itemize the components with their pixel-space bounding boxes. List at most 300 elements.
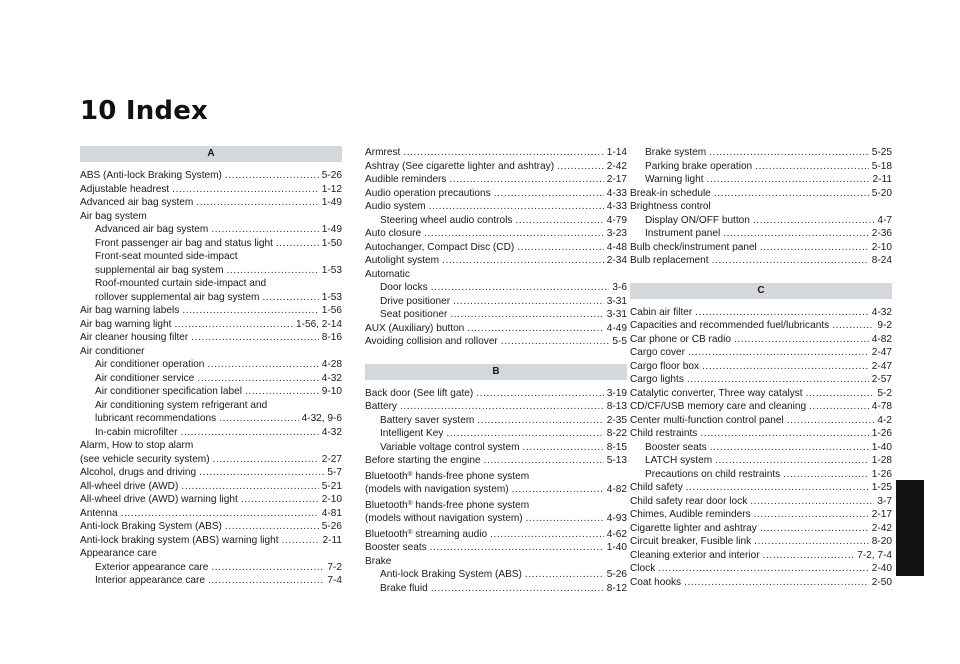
entry-line [630,400,892,414]
index-entry[interactable] [80,480,342,494]
entry-text: Instrument panel [645,228,721,239]
page-reference: 4-32, 9-6 [301,413,342,424]
dot-leader [199,466,324,480]
dot-leader [476,387,604,401]
entry-line [365,160,627,174]
entry-text: Audible reminders [365,174,447,185]
dot-leader [262,291,318,305]
entry-line [80,480,342,494]
index-entry[interactable] [630,414,892,428]
index-column-3 [630,146,892,589]
entry-line [95,372,342,386]
page-reference: 2-42 [606,160,627,172]
page-reference: 1-50 [321,237,342,249]
entry-line [645,173,892,187]
dot-leader [490,528,604,542]
entry-line [630,254,892,268]
entry-line [365,227,627,241]
entry-text: lubricant recommendations [95,413,217,424]
page-reference: 1-53 [321,264,342,276]
page-reference: 1-12 [321,183,342,195]
index-entry[interactable] [365,254,627,268]
entry-text: Brake fluid [380,582,428,594]
entry-text: Before starting the engine [365,455,481,466]
index-entry[interactable] [365,322,627,336]
index-entry[interactable] [630,241,892,255]
page-reference: 3-23 [606,228,627,239]
dot-leader [494,187,604,201]
entry-line [80,453,342,467]
page-reference: 1-53 [321,291,342,303]
dot-leader [754,508,869,522]
page-reference: 3-31 [606,309,627,320]
entry-text: Booster seats [365,542,427,553]
page-reference: 1-56 [321,305,342,316]
index-entry[interactable] [80,493,342,507]
entry-text: Air conditioning system refrigerant and [95,399,268,411]
entry-line [80,439,342,453]
dot-leader [501,335,610,349]
entry-text: Autochanger, Compact Disc (CD) [365,241,515,253]
index-entry[interactable] [630,373,892,387]
page-reference: 1-26 [871,468,892,480]
entry-line [365,387,627,401]
index-entry[interactable] [80,466,342,480]
index-entry[interactable] [630,346,892,360]
index-entry[interactable] [365,454,627,468]
entry-text: Seat positioner [380,309,448,320]
entry-text: Car phone or CB radio [630,333,731,345]
index-entry[interactable] [80,534,342,548]
entry-line [365,497,627,513]
index-entry[interactable] [80,250,342,277]
entry-line [80,466,342,480]
entry-line [380,295,627,309]
index-entry[interactable] [80,210,342,224]
entry-line [80,169,342,183]
page-reference: 2-36 [871,228,892,239]
index-entry[interactable] [80,372,342,386]
page-reference: 2-17 [606,174,627,185]
page-reference: 5-13 [606,455,627,466]
page-reference: 2-17 [871,509,892,520]
entry-text: Capacities and recommended fuel/lubricants [630,320,830,331]
entry-line [95,426,342,440]
index-entry[interactable] [365,295,627,309]
dot-leader [121,507,319,521]
dot-leader [207,358,318,372]
entry-text: Anti-lock braking system (ABS) warning light [80,534,279,546]
entry-text: Battery [365,401,397,412]
index-entry[interactable] [80,277,342,304]
index-entry[interactable] [365,568,627,582]
entry-text: Adjustable headrest [80,183,170,195]
entry-line [365,322,627,336]
section-gap [630,268,892,283]
entry-text: (see vehicle security system) [80,453,210,465]
entry-line [380,281,627,295]
index-entry[interactable] [630,387,892,401]
index-entry[interactable] [630,454,892,468]
page-reference: 5-26 [606,569,627,580]
dot-leader [710,441,869,455]
index-entry[interactable] [630,360,892,374]
entry-line [95,277,342,291]
entry-text: Drive positioner [380,295,451,307]
entry-text-part [408,471,530,482]
page-reference: 2-10 [871,241,892,253]
dot-leader [734,333,869,347]
index-entry[interactable] [80,304,342,318]
dot-leader [197,372,319,386]
entry-line [630,319,892,333]
entry-line [645,454,892,468]
entry-text: CD/CF/USB memory care and cleaning [630,401,807,412]
dot-leader [453,295,604,309]
dot-leader [424,227,604,241]
index-entry[interactable] [630,535,892,549]
index-entry[interactable] [365,268,627,282]
index-entry[interactable] [630,576,892,590]
dot-leader [477,414,604,428]
index-entry[interactable] [630,549,892,563]
entry-line [645,160,892,174]
entry-text: Bulb check/instrument panel [630,241,757,253]
dot-leader [245,385,319,399]
page-reference: 2-50 [871,576,892,588]
entry-line [630,306,892,320]
page-reference: 4-48 [606,241,627,253]
page-reference: 4-81 [321,507,342,519]
index-entry[interactable] [80,426,342,440]
index-column-2 [365,146,627,595]
dot-leader [211,223,318,237]
entry-text: Brake [365,555,392,567]
index-column-1 [80,146,342,588]
entry-text-part [408,500,530,511]
index-entry[interactable] [630,214,892,228]
index-entry[interactable] [365,555,627,569]
page-reference: 4-82 [871,333,892,345]
entry-line [95,561,342,575]
dot-leader [523,441,604,455]
index-entry[interactable] [630,319,892,333]
index-entry[interactable] [80,399,342,426]
index-entry[interactable] [630,200,892,214]
index-entry[interactable] [80,547,342,561]
entry-text [365,468,529,484]
index-entry[interactable] [365,387,627,401]
entry-line [95,358,342,372]
registered-mark: ® [407,499,413,507]
index-entry[interactable] [630,495,892,509]
entry-text: Intelligent Key [380,428,444,439]
entry-line [80,304,342,318]
index-entry[interactable] [630,522,892,536]
entry-text: Cargo floor box [630,360,700,372]
entry-line [630,508,892,522]
dot-leader [430,541,604,555]
entry-text: Air bag warning light [80,318,172,330]
entry-text: Child restraints [630,428,698,439]
index-entry[interactable] [365,427,627,441]
index-entry[interactable] [80,520,342,534]
page-reference: 1-14 [606,147,627,158]
entry-text-part: Bluetooth [365,528,408,540]
entry-line [380,441,627,455]
entry-line [80,196,342,210]
dot-leader [226,264,318,278]
index-entry[interactable] [80,183,342,197]
entry-text: Circuit breaker, Fusible link [630,536,752,547]
page-reference: 5-18 [871,160,892,172]
page-reference: 2-35 [606,414,627,426]
index-entry[interactable] [365,497,627,526]
entry-line [630,522,892,536]
index-entry[interactable] [630,306,892,320]
entry-line [80,507,342,521]
index-entry[interactable] [365,335,627,349]
index-entry[interactable] [365,441,627,455]
entry-line [365,268,627,282]
section-header-b: B [365,364,627,380]
page-reference: 8-15 [606,441,627,453]
entry-line [365,512,627,526]
page-reference: 1-40 [871,441,892,453]
page-reference: 4-32 [871,306,892,318]
index-entry[interactable] [630,508,892,522]
index-entry[interactable] [630,400,892,414]
index-entry[interactable] [365,146,627,160]
index-entry[interactable] [80,331,342,345]
index-entry[interactable] [80,561,342,575]
index-entry[interactable] [80,574,342,588]
section-header-c: C [630,283,892,299]
page-reference: 4-32 [321,426,342,438]
dot-leader [688,346,869,360]
entry-line [630,549,892,563]
dot-leader [180,426,318,440]
index-entry[interactable] [630,173,892,187]
index-entry[interactable] [365,468,627,497]
dot-leader [707,173,870,187]
dot-leader [211,561,324,575]
page-reference: 8-20 [871,536,892,547]
dot-leader [684,576,869,590]
dot-leader [512,483,604,497]
entry-text: Catalytic converter, Three way catalyst [630,387,803,399]
index-entry[interactable] [365,414,627,428]
entry-text: Auto closure [365,228,422,239]
entry-line [645,468,892,482]
entry-line [365,541,627,555]
dot-leader [809,400,869,414]
index-entry[interactable] [365,214,627,228]
page-reference: 4-79 [606,214,627,226]
entry-text: Antenna [80,507,118,519]
dot-leader [755,160,869,174]
page-reference: 3-31 [606,295,627,307]
entry-line [95,385,342,399]
index-entry[interactable] [630,146,892,160]
index-entry[interactable] [365,173,627,187]
index-entry[interactable] [365,241,627,255]
index-entry[interactable] [630,468,892,482]
page-reference: 4-33 [606,201,627,212]
entry-line [95,574,342,588]
index-entry[interactable] [80,196,342,210]
page-reference: 7-2 [327,561,342,573]
index-entry[interactable] [80,439,342,466]
index-entry[interactable] [80,385,342,399]
entry-text: Cargo lights [630,374,684,385]
index-entry[interactable] [630,160,892,174]
entry-text: Child safety rear door lock [630,495,748,507]
entry-text: Air conditioner specification label [95,386,243,397]
entry-line [630,333,892,347]
entry-text: Audio system [365,201,426,212]
dot-leader [760,522,869,536]
entry-text: Display ON/OFF button [645,214,750,226]
index-entry[interactable] [80,237,342,251]
entry-text: Steering wheel audio controls [380,214,513,226]
index-entry[interactable] [80,318,342,332]
dot-leader [429,200,604,214]
index-entry[interactable] [365,281,627,295]
dot-leader [709,146,869,160]
page-reference: 8-13 [606,401,627,412]
index-entry[interactable] [630,427,892,441]
index-entry[interactable] [630,441,892,455]
page-reference: 2-27 [321,453,342,465]
section-gap [365,349,627,364]
index-entry[interactable] [630,254,892,268]
entry-text: Alarm, How to stop alarm [80,440,194,451]
page-reference: 1-40 [606,542,627,553]
entry-text: Brake system [645,147,707,158]
index-entry[interactable] [365,200,627,214]
entry-line [630,200,892,214]
entry-line [365,200,627,214]
dot-leader [196,196,318,210]
entry-line [80,210,342,224]
index-entry[interactable] [80,358,342,372]
dot-leader [557,160,604,174]
entry-line [80,520,342,534]
entry-line [365,400,627,414]
entry-text: Roof-mounted curtain side-impact and [95,278,267,289]
page-reference: 5-2 [877,387,892,399]
page-reference: 7-4 [327,575,342,586]
index-entry[interactable] [365,582,627,596]
registered-mark: ® [407,470,413,478]
page-reference: 3-6 [612,282,627,293]
page-reference: 7-2, 7-4 [857,549,892,561]
index-entry[interactable] [630,481,892,495]
dot-leader [754,535,869,549]
index-entry[interactable] [365,526,627,542]
dot-leader [181,480,318,494]
entry-line [630,562,892,576]
entry-text [365,526,487,542]
entry-line [365,241,627,255]
index-entry[interactable] [630,187,892,201]
entry-line [365,555,627,569]
entry-line [630,346,892,360]
entry-line [95,291,342,305]
index-entry[interactable] [80,169,342,183]
entry-text: (models without navigation system) [365,513,523,524]
section-header-a: A [80,146,342,162]
entry-line [630,360,892,374]
index-entry[interactable] [80,507,342,521]
page-title: 10 Index [80,96,209,126]
entry-line [365,335,627,349]
entry-text-part: Bluetooth [365,470,408,482]
entry-line [630,187,892,201]
index-entry[interactable] [630,333,892,347]
dot-leader [515,214,603,228]
page-reference: 8-16 [321,332,342,343]
entry-text: Appearance care [80,548,157,559]
index-entry[interactable] [365,187,627,201]
entry-line [645,214,892,228]
index-entry[interactable] [365,541,627,555]
entry-line [80,493,342,507]
entry-text [365,497,529,513]
entry-line [80,318,342,332]
page-reference: 1-26 [871,428,892,439]
entry-text: Air conditioner service [95,372,195,384]
entry-text: All-wheel drive (AWD) warning light [80,494,238,505]
page-reference: 4-2 [877,414,892,426]
index-entry[interactable] [365,400,627,414]
entry-text: Chimes, Audible reminders [630,509,751,520]
entry-line [95,237,342,251]
entry-text: Air conditioner operation [95,359,205,370]
entry-text: Cigarette lighter and ashtray [630,522,757,534]
page-reference: 5-20 [871,187,892,199]
index-entry[interactable] [365,308,627,322]
entry-text: Break-in schedule [630,187,711,199]
entry-text: In-cabin microfilter [95,426,178,438]
index-entry[interactable] [630,227,892,241]
dot-leader [526,512,604,526]
index-entry[interactable] [80,223,342,237]
dot-leader [182,304,318,318]
index-entry[interactable] [630,562,892,576]
page-reference: 2-34 [606,255,627,266]
entry-text: Center multi-function control panel [630,414,784,426]
entry-text: Door locks [380,282,428,293]
page-reference: 2-47 [871,360,892,372]
dot-leader [172,183,319,197]
dot-leader [450,308,603,322]
index-entry[interactable] [80,345,342,359]
index-entry[interactable] [365,160,627,174]
entry-line [630,481,892,495]
entry-line [95,250,342,264]
entry-line [380,308,627,322]
index-entry[interactable] [365,227,627,241]
dot-leader [225,520,319,534]
page-reference: 2-10 [321,494,342,505]
page-reference: 1-28 [871,455,892,466]
dot-leader [174,318,293,332]
entry-text: Warning light [645,174,704,185]
entry-line [365,454,627,468]
dot-leader [484,454,604,468]
